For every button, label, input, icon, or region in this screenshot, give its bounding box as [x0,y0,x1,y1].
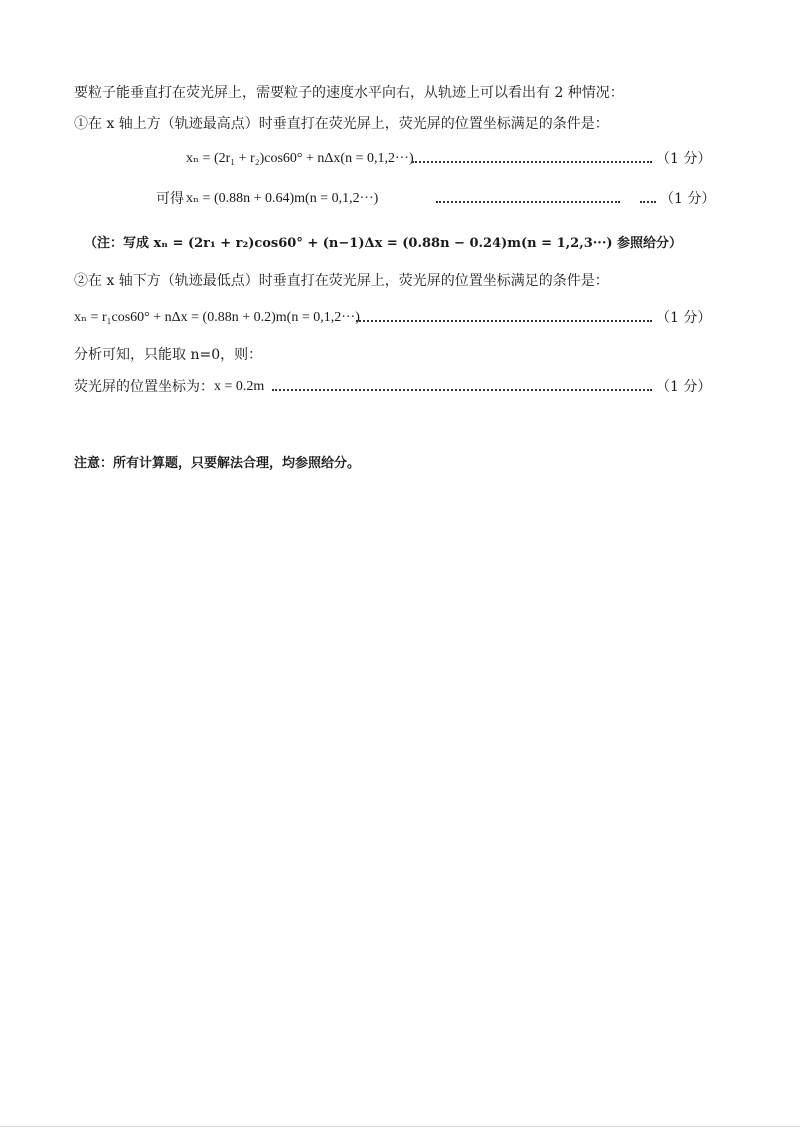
result-label: 荧光屏的位置坐标为： [74,379,214,395]
leader-dots [412,145,652,163]
footnote: 注意：所有计算题，只要解法合理，均参照给分。 [74,456,361,471]
case1-heading: ①在 x 轴上方（轨迹最高点）时垂直打在荧光屏上，荧光屏的位置坐标满足的条件是： [74,116,609,132]
leader-dots [640,185,656,203]
score-label: （1 分） [656,379,712,395]
page-bottom-edge [0,1126,800,1127]
case2-heading: ②在 x 轴下方（轨迹最低点）时垂直打在荧光屏上，荧光屏的位置坐标满足的条件是： [74,273,609,289]
case2-equation: xₙ = r₁cos60° + nΔx = (0.88n + 0.2)m(n = 0,1,2···) [74,310,360,325]
result-equation: x = 0.2m [214,379,265,394]
score-label: （1 分） [660,191,716,207]
case1-equation-1: xₙ = (2r₁ + r₂)cos60° + nΔx(n = 0,1,2···) [186,151,414,166]
intro-text: 要粒子能垂直打在荧光屏上，需要粒子的速度水平向右，从轨迹上可以看出有 2 种情况： [74,85,624,101]
case1-note: （注：写成 xₙ = (2r₁ + r₂)cos60° + (n−1)Δx = (0.88n − 0.24)m(n = 1,2,3···) 参照给分） [84,236,683,251]
leader-dots [356,304,652,322]
case1-equation-2-prefix: 可得 [156,191,184,207]
case1-equation-2: xₙ = (0.88n + 0.64)m(n = 0,1,2···) [186,191,379,206]
leader-dots [436,185,620,203]
leader-dots [272,373,652,391]
score-label: （1 分） [656,310,712,326]
score-label: （1 分） [656,151,712,167]
analysis-text: 分析可知，只能取 n=0，则： [74,347,263,363]
